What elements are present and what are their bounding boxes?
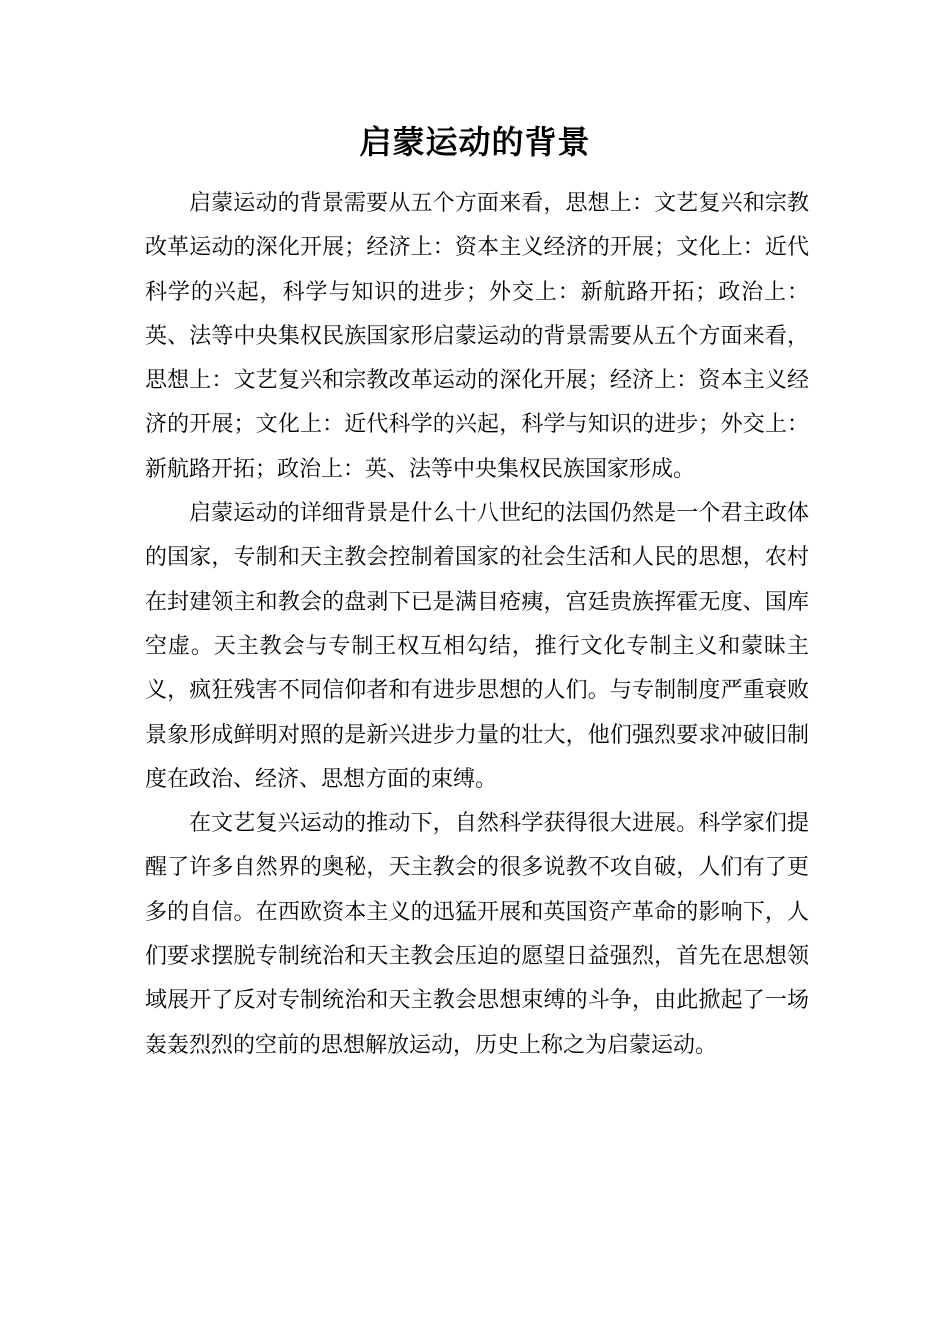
paragraph-1: 启蒙运动的背景需要从五个方面来看，思想上：文艺复兴和宗教改革运动的深化开展；经济上：资本主义经济的开展；文化上：近代科学的兴起，科学与知识的进步；外交上：新航路开拓；政治上：英、法等中央集权民族国家形启蒙运动的背景需要从五个方面来看，思想上：文艺复兴和宗教改革运动的深化开展；经济上：资本主义经济的开展；文化上：近代科学的兴起，科学与知识的进步；外交上：新航路开拓；政治上：英、法等中央集权民族国家形成。 [145, 191, 809, 482]
paragraph-3: 在文艺复兴运动的推动下，自然科学获得很大进展。科学家们提醒了许多自然界的奥秘，天主教会的很多说教不攻自破，人们有了更多的自信。在西欧资本主义的迅猛开展和英国资产革命的影响下，人们要求摆脱专制统治和天主教会压迫的愿望日益强烈，首先在思想领域展开了反对专制统治和天主教会思想束缚的斗争，由此掀起了一场轰轰烈烈的空前的思想解放运动，历史上称之为启蒙运动。 [145, 811, 809, 1058]
paragraph-2: 启蒙运动的详细背景是什么十八世纪的法国仍然是一个君主政体的国家，专制和天主教会控制着国家的社会生活和人民的思想，农村在封建领主和教会的盘剥下已是满目疮痍，宫廷贵族挥霍无度、国库空虚。天主教会与专制王权互相勾结，推行文化专制主义和蒙昧主义，疯狂残害不同信仰者和有进步思想的人们。与专制制度严重衰败景象形成鲜明对照的是新兴进步力量的壮大，他们强烈要求冲破旧制度在政治、经济、思想方面的束缚。 [145, 501, 809, 792]
document-body [145, 182, 809, 1068]
page-title: 启蒙运动的背景 [359, 123, 591, 161]
